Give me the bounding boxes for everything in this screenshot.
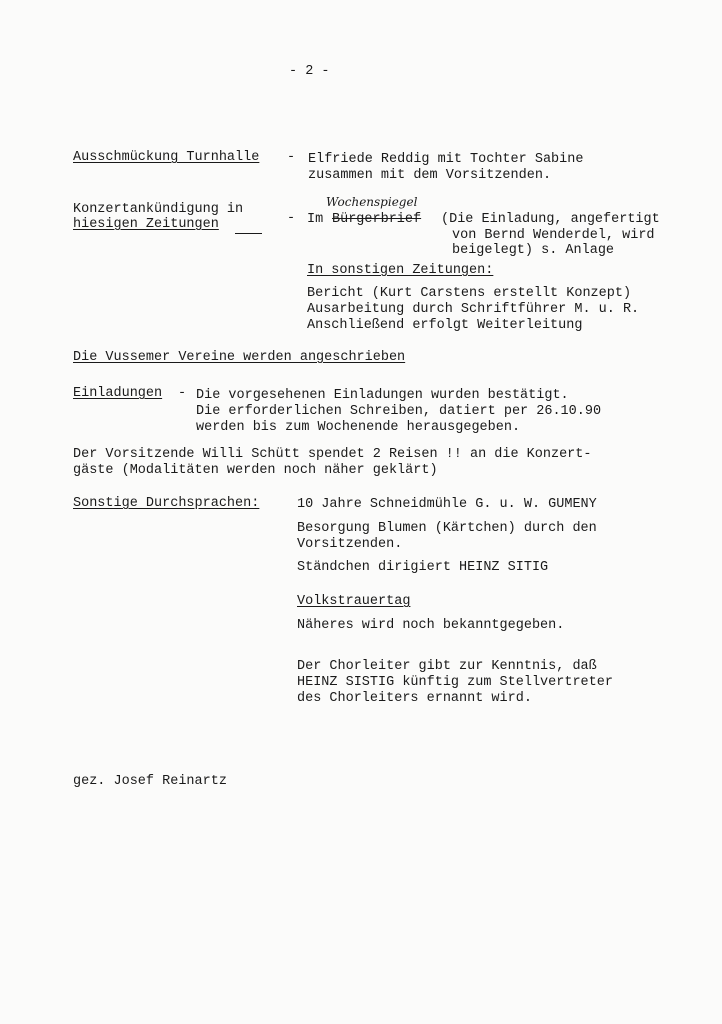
konzert-handwritten-correction: Wochenspiegel [326,195,418,209]
turnhalle-label: Ausschmückung Turnhalle [73,150,260,165]
konzert-line-3: beigelegt) s. Anlage [452,243,615,258]
reisen-line-2: gäste (Modalitäten werden noch näher geklärt) [73,463,438,478]
einladungen-line-3: werden bis zum Wochenende herausgegeben. [196,420,521,435]
konzert-line-2: von Bernd Wenderdel, wird [452,228,655,243]
volkstrauertag-heading: Volkstrauertag [297,594,411,609]
einladungen-dash: - [178,386,187,401]
turnhalle-dash: - [287,150,296,165]
sonstige-zeitungen-line-2: Ausarbeitung durch Schriftführer M. u. R. [307,302,640,317]
einladungen-line-2: Die erforderlichen Schreiben, datiert per 26.10.90 [196,404,602,419]
einladungen-label: Einladungen [73,386,163,401]
konzert-dash: - [287,211,296,226]
blumen-line-2: Vorsitzenden. [297,537,403,552]
sonstige-zeitungen-heading: In sonstigen Zeitungen: [307,263,494,278]
jubilee-line: 10 Jahre Schneidmühle G. u. W. GUMENY [297,497,597,512]
signature: gez. Josef Reinartz [73,774,227,789]
reisen-line-1: Der Vorsitzende Willi Schütt spendet 2 Reisen !! an die Konzert- [73,447,592,462]
volkstrauertag-text: Näheres wird noch bekanntgegeben. [297,618,565,633]
chorleiter-line-2: HEINZ SISTIG künftig zum Stellvertreter [297,675,613,690]
konzert-line-1-rest: (Die Einladung, angefertigt [441,212,660,227]
staendchen-line: Ständchen dirigiert HEINZ SITIG [297,560,549,575]
sonstige-zeitungen-line-1: Bericht (Kurt Carstens erstellt Konzept) [307,286,632,301]
chorleiter-line-3: des Chorleiters ernannt wird. [297,691,532,706]
konzert-label-line-2: hiesigen Zeitungen [73,217,219,232]
page-number: - 2 - [289,64,330,79]
konzert-label-line-1: Konzertankündigung in [73,202,244,217]
vereine-heading: Die Vussemer Vereine werden angeschrieben [73,350,406,365]
chorleiter-line-1: Der Chorleiter gibt zur Kenntnis, daß [297,659,597,674]
turnhalle-line-2: zusammen mit dem Vorsitzenden. [308,168,552,183]
konzert-im: Im [307,212,324,227]
sonstige-durchsprachen-label: Sonstige Durchsprachen: [73,496,260,511]
turnhalle-line-1: Elfriede Reddig mit Tochter Sabine [308,152,584,167]
blumen-line-1: Besorgung Blumen (Kärtchen) durch den [297,521,597,536]
einladungen-line-1: Die vorgesehenen Einladungen wurden bestätigt. [196,388,569,403]
sonstige-zeitungen-line-3: Anschließend erfolgt Weiterleitung [307,318,583,333]
konzert-struck-word: Bürgerbrief [332,212,422,227]
konzert-label-underline-extension [235,233,262,234]
